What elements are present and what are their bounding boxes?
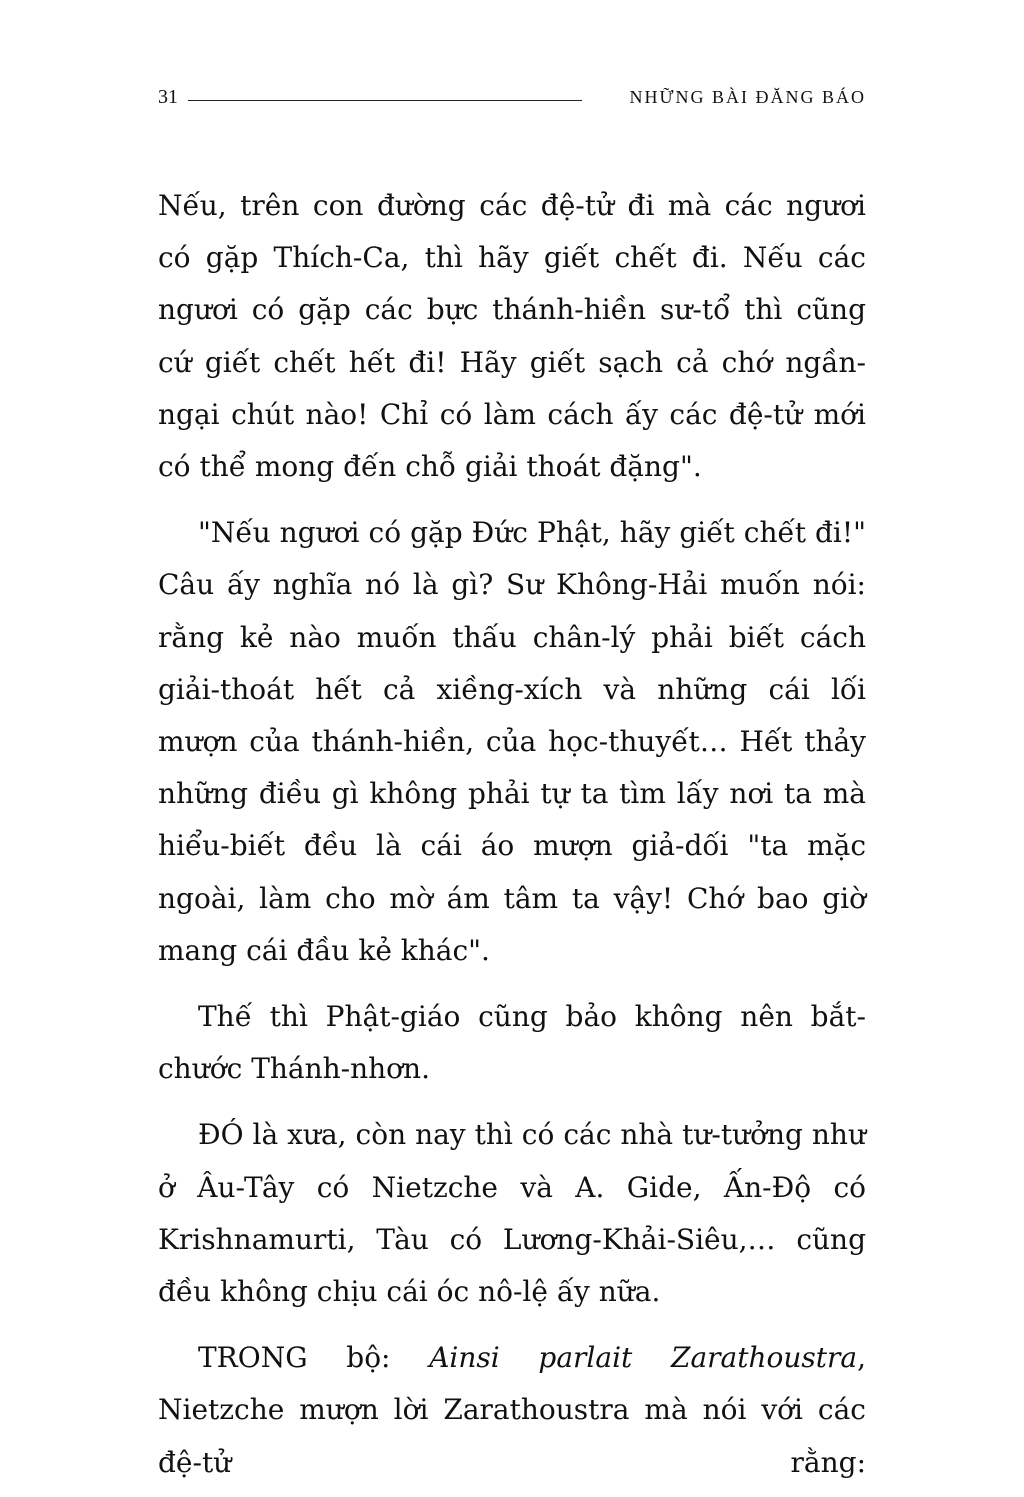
paragraph-2: "Nếu ngươi có gặp Đức Phật, hãy giết chết đi!" Câu ấy nghĩa nó là gì? Sư Không-Hải muốn nói: rằng kẻ nào muốn thấu chân-lý phải biết cách giải-thoát hết cả xiềng-xích và những cái lối mượn của thánh-hiền, của học-thuyết… Hết thảy những điều gì không phải tự ta tìm lấy nơi ta mà hiểu-biết đều là cái áo mượn giả-dối "ta mặc ngoài, làm cho mờ ám tâm ta vậy! Chớ bao giờ mang cái đầu kẻ khác".	[158, 516, 866, 967]
page-number: 31	[158, 85, 178, 108]
paragraph-3: Thế thì Phật-giáo cũng bảo không nên bắt-chước Thánh-nhơn.	[158, 1000, 866, 1086]
book-title: Ainsi parlait Zarathoustra	[429, 1341, 858, 1375]
paragraph-1: Nếu, trên con đường các đệ-tử đi mà các ngươi có gặp Thích-Ca, thì hãy giết chết đi. Nếu các ngươi có gặp các bực thánh-hiền sư-tổ thì cũng cứ giết chết hết đi! Hãy giết sạch cả chớ ngần-ngại chút nào! Chỉ có làm cách ấy các đệ-tử mới có thể mong đến chỗ giải thoát đặng".	[158, 189, 866, 484]
paragraph-5-rest: , Nietzche mượn lời Zarathoustra mà nói với các đệ-tử rằng:	[158, 1341, 866, 1479]
paragraph-5-lead: TRONG bộ:	[198, 1341, 430, 1375]
body-text	[158, 180, 866, 1489]
running-title: NHỮNG BÀI ĐĂNG BÁO	[629, 86, 866, 107]
running-header	[158, 84, 866, 110]
paragraph-4: ĐÓ là xưa, còn nay thì có các nhà tư-tưởng như ở Âu-Tây có Nietzche và A. Gide, Ấn-Độ có Krishnamurti, Tàu có Lương-Khải-Siêu,… cũng đều không chịu cái óc nô-lệ ấy nữa.	[158, 1118, 866, 1309]
header-rule	[188, 100, 582, 101]
paragraph-5	[158, 1332, 866, 1489]
